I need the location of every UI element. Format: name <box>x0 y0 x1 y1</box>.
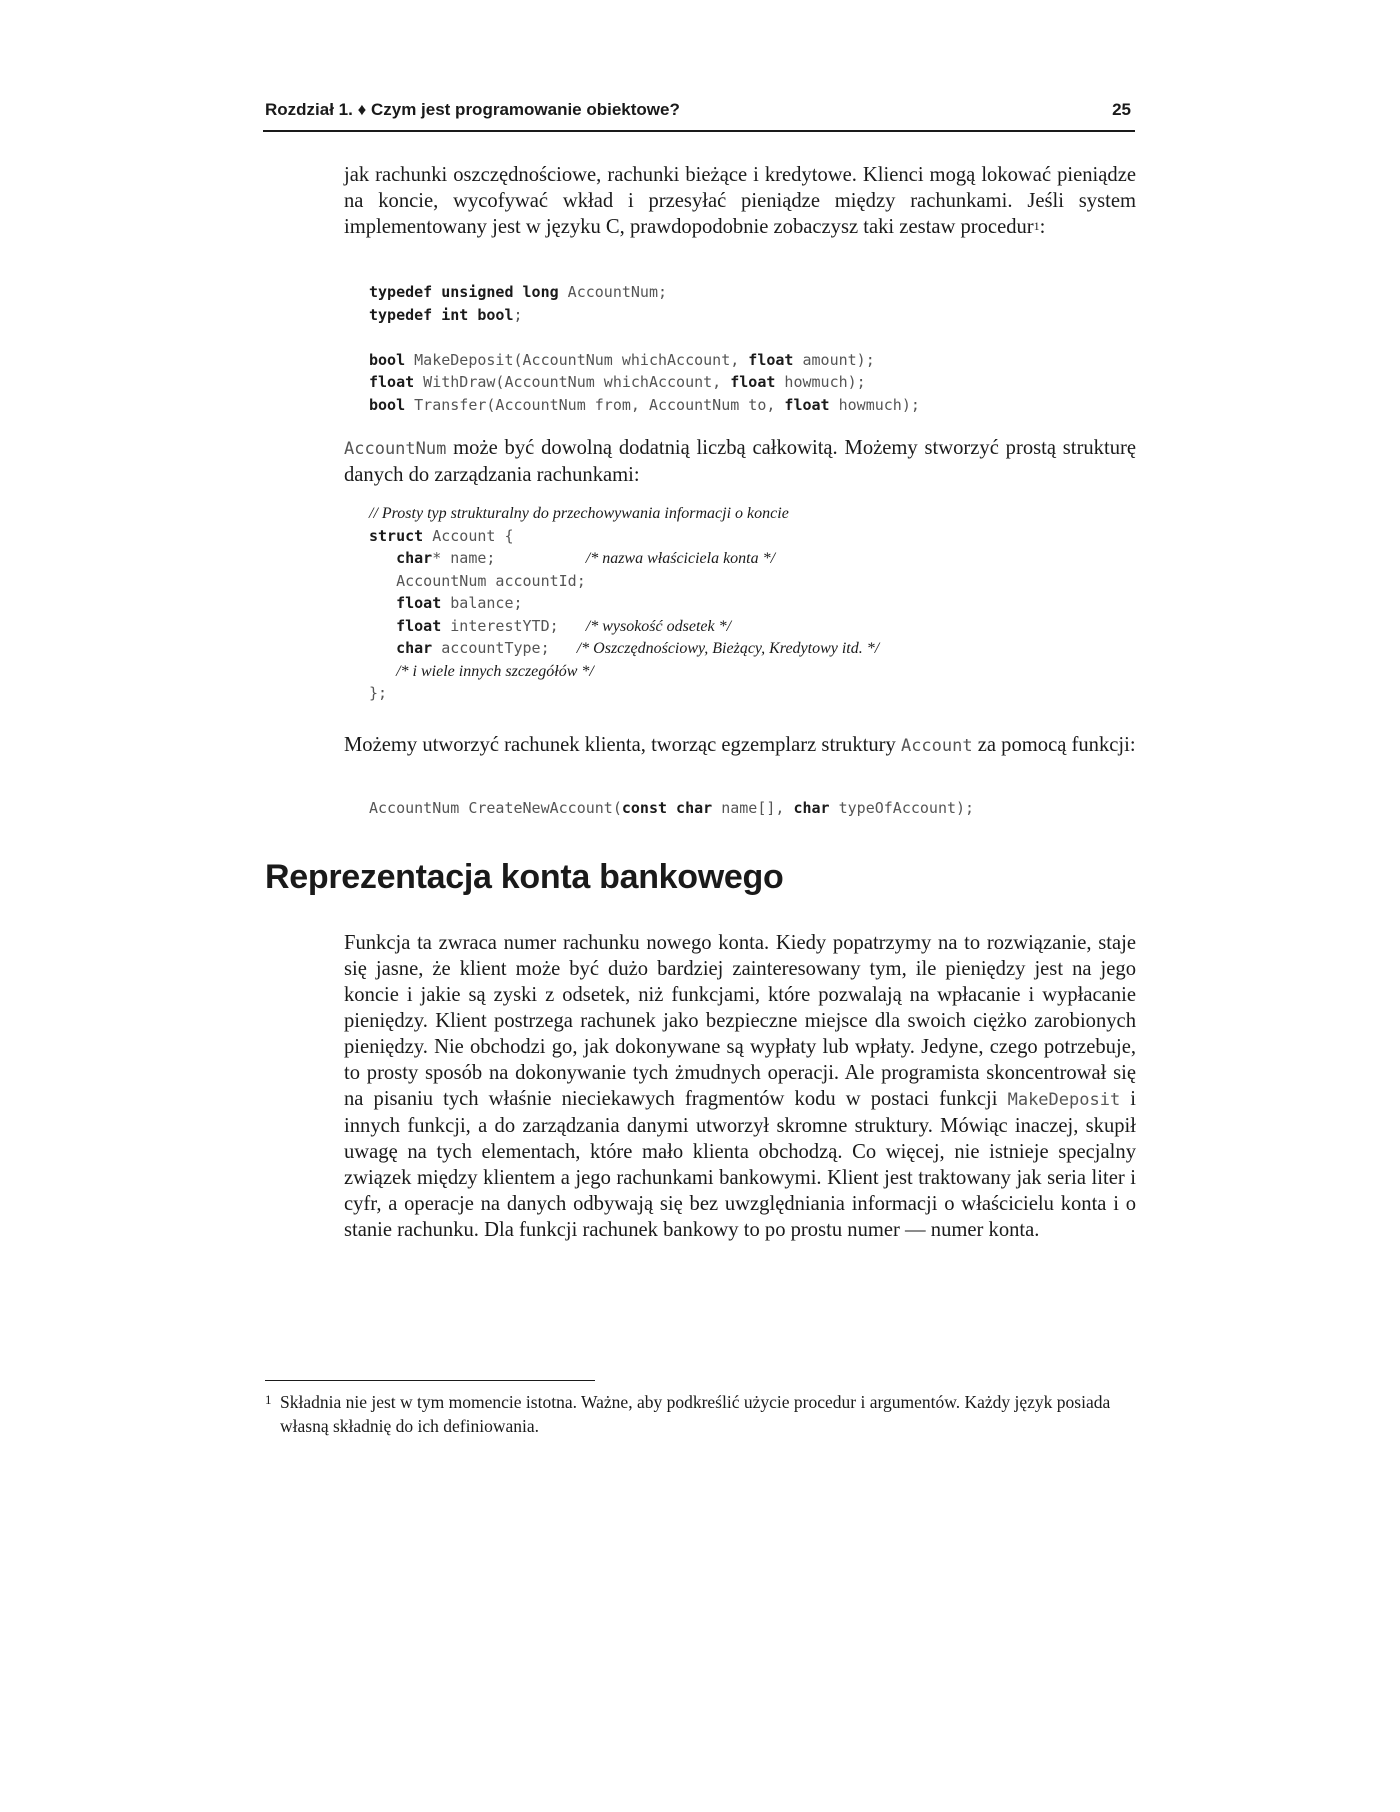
chapter-title: Rozdział 1. ♦ Czym jest programowanie obiektowe? <box>265 100 680 119</box>
footnote-text: Składnia nie jest w tym momencie istotna. Ważne, aby podkreślić użycie procedur i argumentów. Każdy język posiada własną składnię do ich definiowania. <box>280 1392 1111 1436</box>
code-line: char* name; /* nazwa właściciela konta */ <box>396 549 776 567</box>
page-number: 25 <box>1112 100 1131 119</box>
code-comment-line: // Prosty typ strukturalny do przechowywania informacji o koncie <box>369 505 789 522</box>
footnote-divider <box>265 1380 595 1381</box>
paragraph-text: jak rachunki oszczędnościowe, rachunki bieżące i kredytowe. Klienci mogą lokować pieniądze na koncie, wycofywać wkład i przesyłać pieniądze między rachunkami. Jeśli system implementowany jest w języku C, prawdopodobnie zobaczysz taki zestaw procedur <box>344 164 1136 238</box>
code-line: typedef int bool; <box>369 305 523 324</box>
code-comment-line: /* i wiele innych szczegółów */ <box>396 662 594 680</box>
paragraph-representation <box>344 930 1136 1243</box>
code-block-create <box>369 797 1139 820</box>
code-line: bool Transfer(AccountNum from, AccountNum to, float howmuch); <box>369 395 920 414</box>
inline-code: MakeDeposit <box>1007 1090 1121 1110</box>
footnote-reference: 1 <box>1033 219 1040 233</box>
code-block-struct <box>369 502 1139 705</box>
paragraph-intro <box>344 162 1136 240</box>
paragraph-tail: : <box>1039 216 1046 238</box>
code-blank-line <box>369 326 1139 349</box>
inline-code: Account <box>900 736 973 756</box>
paragraph-text: za pomocą funkcji: <box>972 734 1136 756</box>
running-header <box>263 100 1135 132</box>
paragraph-text: może być dowolną dodatnią liczbą całkowitą. Możemy stworzyć prostą strukturę danych do zarządzania rachunkami: <box>344 437 1136 486</box>
code-block-procedures <box>369 281 1139 416</box>
code-line: bool MakeDeposit(AccountNum whichAccount, float amount); <box>369 350 875 369</box>
code-line: AccountNum accountId; <box>396 571 586 590</box>
code-line: char accountType; /* Oszczędnościowy, Bieżący, Kredytowy itd. */ <box>396 639 880 657</box>
paragraph-accountnum <box>344 435 1136 488</box>
code-line: float WithDraw(AccountNum whichAccount, float howmuch); <box>369 373 866 391</box>
code-line: float interestYTD; /* wysokość odsetek */ <box>396 616 732 635</box>
code-line: AccountNum CreateNewAccount(const char name[], char typeOfAccount); <box>369 799 975 817</box>
inline-code: AccountNum <box>344 439 447 459</box>
code-line: typedef unsigned long AccountNum; <box>369 283 668 301</box>
code-line: float balance; <box>396 594 523 612</box>
footnote-number: 1 <box>265 1392 272 1407</box>
paragraph-create-account <box>344 732 1136 759</box>
footnote <box>265 1390 1125 1438</box>
section-heading: Reprezentacja konta bankowego <box>265 858 784 896</box>
code-line: }; <box>369 684 388 702</box>
paragraph-text: i innych funkcji, a do zarządzania danymi utworzył skromne struktury. Mówiąc inaczej, skupił uwagę na tych elementach, które mało klienta obchodzą. Co więcej, nie istnieje specjalny związek między klientem a jego rachunkami bankowymi. Klient jest traktowany jak seria liter i cyfr, a operacje na danych odbywają się bez uwzględniania informacji o właścicielu konta i o stanie rachunku. Dla funkcji rachunek bankowy to po prostu numer — numer konta. <box>344 1088 1136 1241</box>
paragraph-text: Funkcja ta zwraca numer rachunku nowego konta. Kiedy popatrzymy na to rozwiązanie, staje się jasne, że klient może być dużo bardziej zainteresowany tym, ile pieniędzy jest na jego koncie i jakie są zyski z odsetek, niż funkcjami, które pozwalają na wpłacanie i wypłacanie pieniędzy. Klient postrzega rachunek jako bezpieczne miejsce dla swoich ciężko zarobionych pieniędzy. Nie obchodzi go, jak dokonywane są wypłaty lub wpłaty. Jedyne, czego potrzebuje, to prosty sposób na dokonywanie tych żmudnych operacji. Ale programista skoncentrował się na pisaniu tych właśnie nieciekawych fragmentów kodu w postaci funkcji <box>344 932 1136 1110</box>
code-line: struct Account { <box>369 526 514 545</box>
paragraph-text: Możemy utworzyć rachunek klienta, tworząc egzemplarz struktury <box>344 734 901 756</box>
